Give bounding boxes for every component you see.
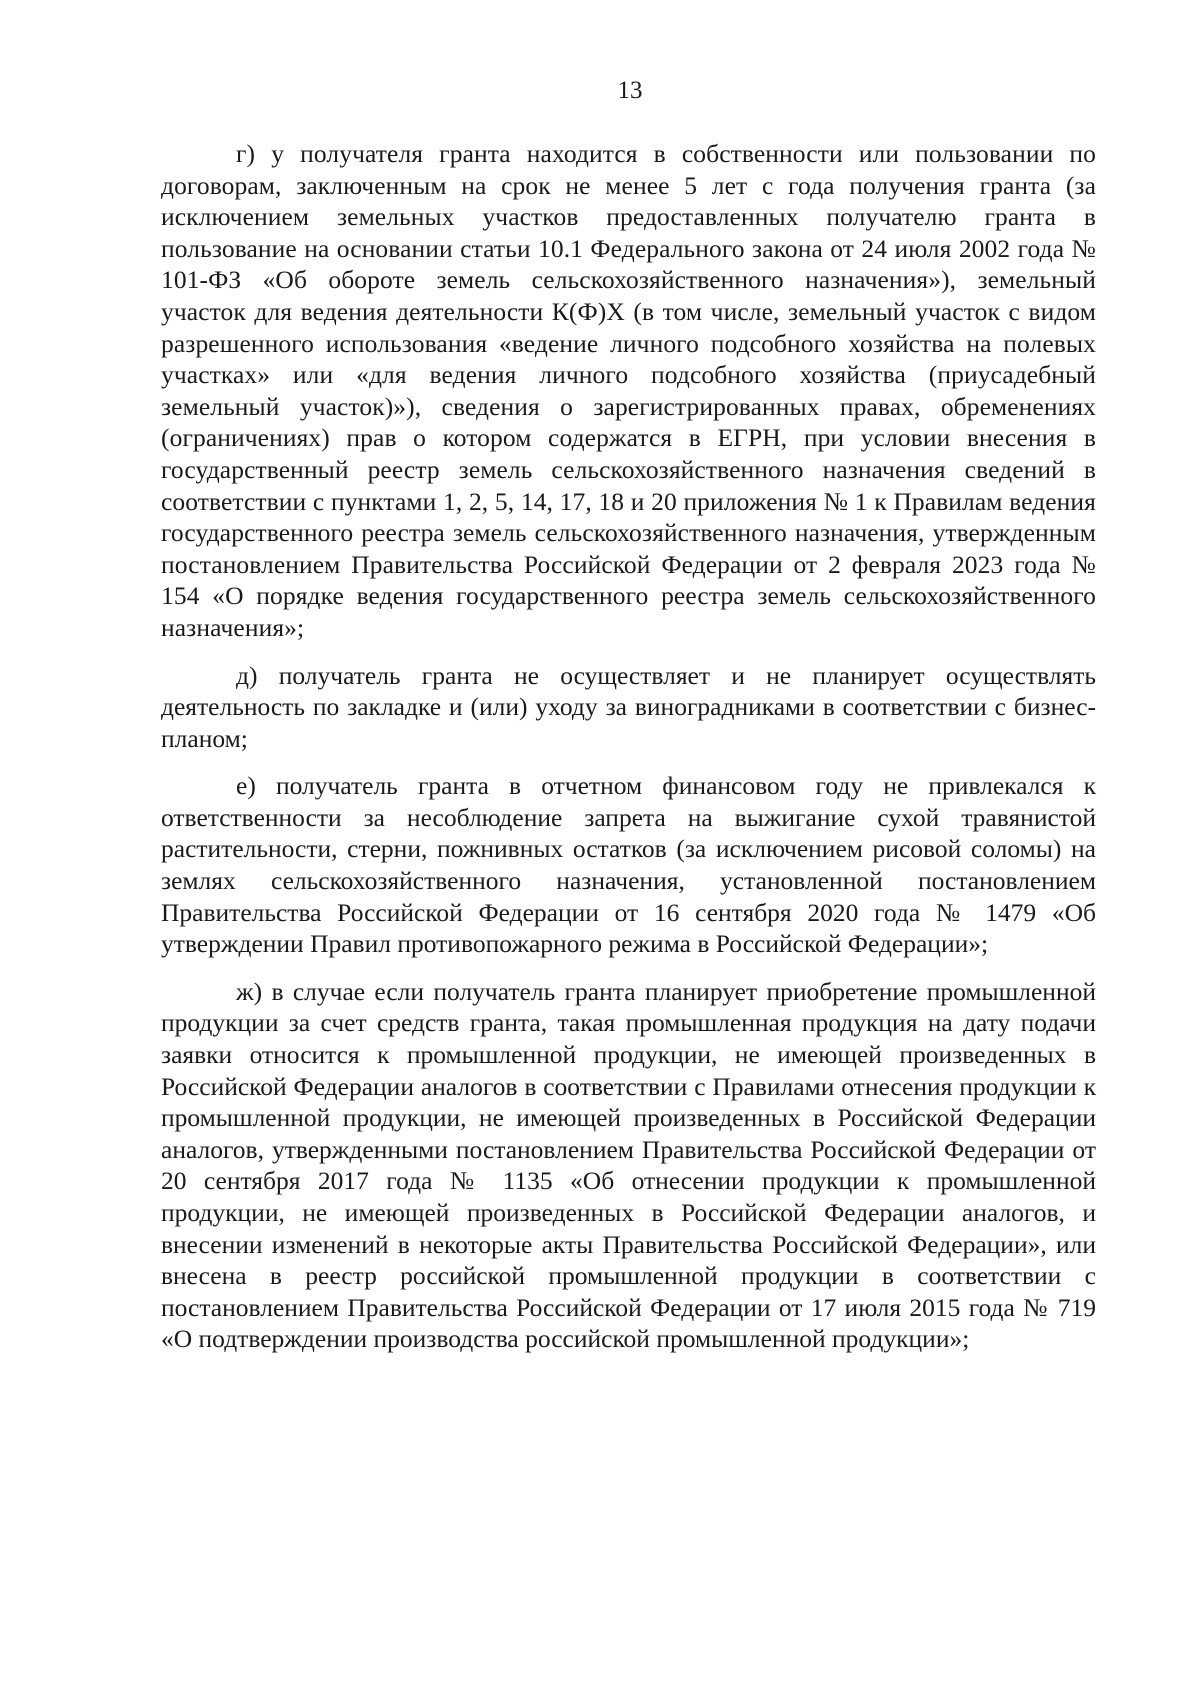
paragraph-g: г) у получателя гранта находится в собственности или пользовании по договорам, заключенным на срок не менее 5 лет с года получения гранта (за исключением земельных участков предоставленных получателю гранта в пользование на основании статьи 10.1 Федерального закона от 24 июля 2002 года № 101-ФЗ «Об обороте земель сельскохозяйственного назначения»), земельный участок для ведения деятельности К(Ф)Х (в том числе, земельный участок с видом разрешенного использования «ведение личного подсобного хозяйства на полевых участках» или «для ведения личного подсобного хозяйства (приусадебный земельный участок)»), сведения о зарегистрированных правах, обременениях (ограничениях) прав о котором содержатся в ЕГРН, при условии внесения в государственный реестр земель сельскохозяйственного назначения сведений в соответствии с пунктами 1, 2, 5, 14, 17, 18 и 20 приложения № 1 к Правилам ведения государственного реестра земель сельскохозяйственного назначения, утвержденным постановлением Правительства Российской Федерации от 2 февраля 2023 года № 154 «О порядке ведения государственного реестра земель сельскохозяйственного назначения»; [161,139,1096,642]
paragraph-d: д) получатель гранта не осуществляет и не планирует осуществлять деятельность по закладке и (или) уходу за виноградниками в соответствии с бизнес-планом; [161,660,1096,753]
page-number: 13 [617,77,643,104]
paragraph-e: е) получатель гранта в отчетном финансовом году не привлекался к ответственности за несоблюдение запрета на выжигание сухой травянистой растительности, стерни, пожнивных остатков (за исключением рисовой соломы) на землях сельскохозяйственного назначения, установленной постановлением Правительства Российской Федерации от 16 сентября 2020 года № 1479 «Об утверждении Правил противопожарного режима в Российской Федерации»; [161,771,1096,959]
paragraph-zh: ж) в случае если получатель гранта планирует приобретение промышленной продукции за счет средств гранта, такая промышленная продукция на дату подачи заявки относится к промышленной продукции, не имеющей произведенных в Российской Федерации аналогов в соответствии с Правилами отнесения продукции к промышленной продукции, не имеющей произведенных в Российской Федерации аналогов, утвержденными постановлением Правительства Российской Федерации от 20 сентября 2017 года № 1135 «Об отнесении продукции к промышленной продукции, не имеющей произведенных в Российской Федерации аналогов, и внесении изменений в некоторые акты Правительства Российской Федерации», или внесена в реестр российской промышленной продукции в соответствии с постановлением Правительства Российской Федерации от 17 июля 2015 года № 719 «О подтверждении производства российской промышленной продукции»; [161,976,1096,1354]
document-body [161,138,1096,1355]
